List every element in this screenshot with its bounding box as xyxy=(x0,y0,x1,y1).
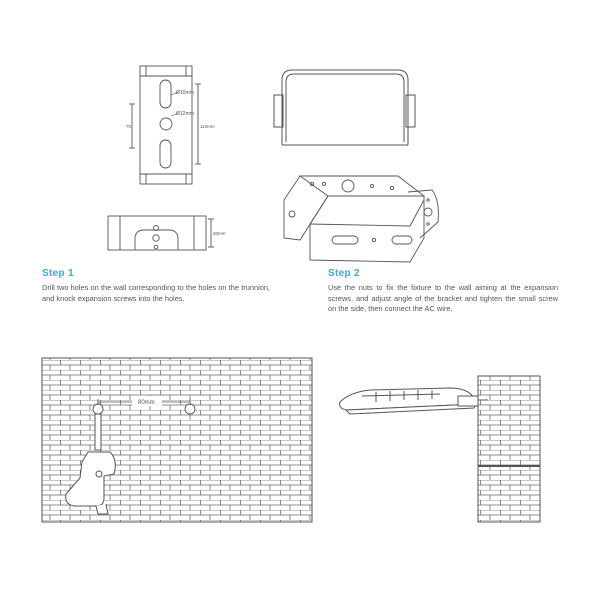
bracket-top-view xyxy=(108,216,214,250)
bracket-front-view xyxy=(129,66,201,184)
dim-left-label: 70 xyxy=(126,124,132,129)
light-fixture-icon xyxy=(340,388,488,414)
wall-drilling-illustration xyxy=(42,358,312,522)
fixture-mounted-illustration xyxy=(340,376,540,522)
bracket-isometric xyxy=(284,176,438,262)
hole1-label: Ø10mm xyxy=(176,90,194,96)
step1-text: Drill two holes on the wall corresponding to the holes on the trunnion, and knock expansion screws into the holes. xyxy=(42,283,270,303)
step1-title: Step 1 xyxy=(42,268,74,279)
hole2-label: Ø12mm xyxy=(176,111,194,117)
trunnion-bracket xyxy=(274,70,415,145)
wall-dim-label: 80mm xyxy=(138,400,155,406)
dim-right-label: 110mm xyxy=(200,124,215,129)
step2-text: Use the nuts to fix the fixture to the wall aiming at the expansion screws, and adjust angle of the bracket and tighten the small screw on the side, then connect the AC wire. xyxy=(328,283,558,314)
step2-title: Step 2 xyxy=(328,268,360,279)
dim-side-label: 30mm xyxy=(213,231,226,236)
